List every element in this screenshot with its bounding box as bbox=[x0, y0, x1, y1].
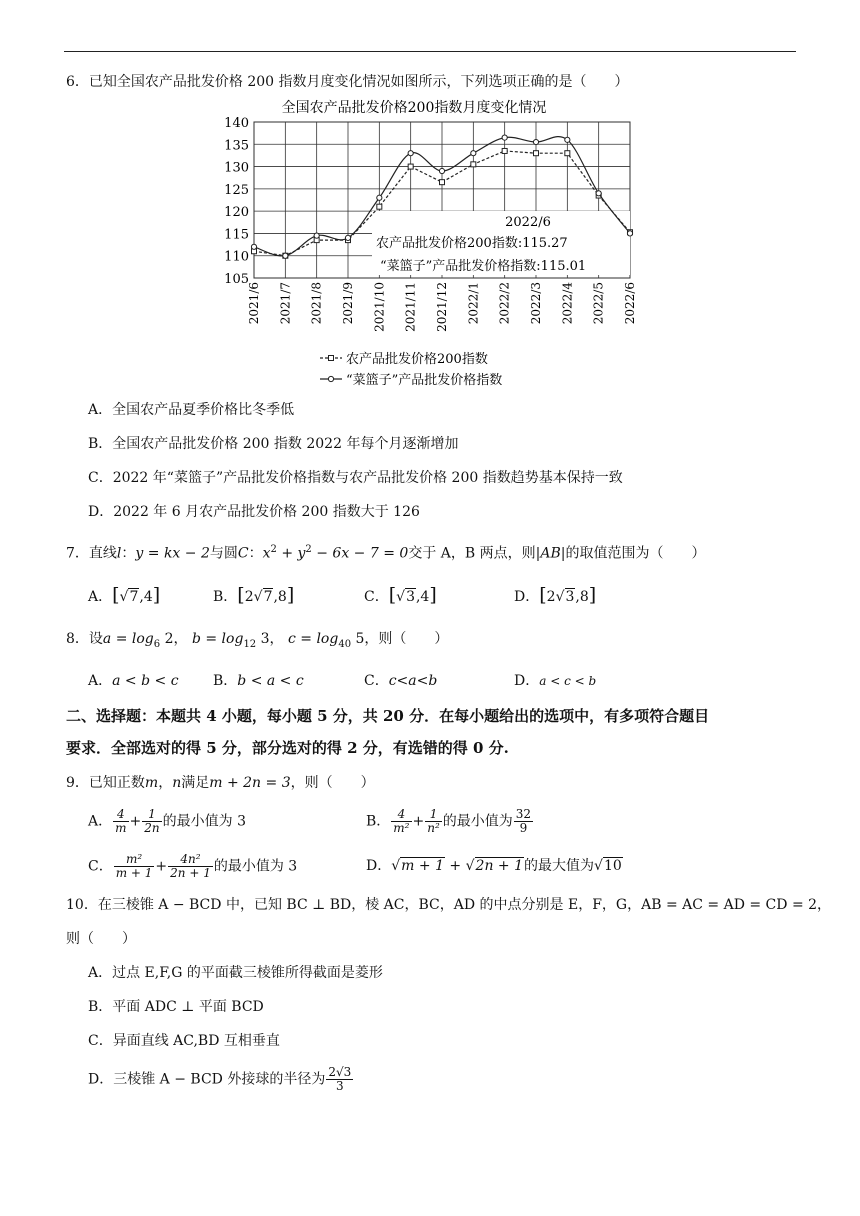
q9-option-a: A． $\frac{4}{m}$ + $\frac{1}{2n}$ 的最小值为 3 bbox=[88, 807, 246, 835]
point-circle bbox=[502, 135, 507, 140]
x-tick-label: 2021/9 bbox=[341, 282, 355, 325]
q9-option-c: C． $\frac{\text{m²}}{m + 1}$ + $\frac{\text{4n²}}{2n + 1}$ 的最小值为 3 bbox=[88, 852, 298, 880]
annotation-basket-index: “菜篮子”产品批发价格指数:115.01 bbox=[380, 259, 587, 274]
y-tick-label: 125 bbox=[224, 182, 249, 198]
x-tick-label: 2022/4 bbox=[560, 282, 575, 325]
q6-option-b: B．全国农产品批发价格 200 指数 2022 年每个月逐渐增加 bbox=[88, 436, 459, 452]
q9-option-b: B． $\frac{4}{\text{m²}}$ + $\frac{1}{\text{n²}}$ 的最小值为 $\frac{32}{9}$ bbox=[366, 807, 532, 835]
q7-option-b: B．[2√7,8] bbox=[213, 584, 295, 606]
y-tick-label: 105 bbox=[224, 272, 249, 287]
x-tick-label: 2021/6 bbox=[247, 282, 261, 325]
q7-circle-y: + y bbox=[276, 545, 306, 562]
q7-num: 7．直线 bbox=[66, 545, 117, 562]
q6-option-c: C．2022 年“菜篮子”产品批发价格指数与农产品批发价格 200 指数趋势基本保持一致 bbox=[88, 470, 623, 486]
legend-marker-circle bbox=[328, 376, 333, 381]
x-tick-label: 2021/7 bbox=[278, 282, 293, 325]
x-tick-label: 2022/3 bbox=[529, 282, 543, 325]
x-tick-label: 2021/11 bbox=[403, 282, 418, 332]
point-square bbox=[377, 204, 382, 209]
point-circle bbox=[627, 231, 632, 236]
annotation-index-200: 农产品批发价格200指数:115.27 bbox=[376, 236, 568, 251]
y-tick-label: 110 bbox=[224, 249, 249, 265]
point-circle bbox=[314, 233, 319, 238]
q10-line1: 10．在三棱锥 A − BCD 中，已知 BC ⊥ BD，棱 AC，BC，AD 的中点分别是 E，F，G，AB = AC = AD = CD = 2， bbox=[66, 897, 832, 913]
section2-line1: 二、选择题：本题共 4 小题，每小题 5 分，共 20 分．在每小题给出的选项中，有多项符合题目 bbox=[66, 707, 710, 725]
q7-ab: |AB| bbox=[535, 545, 566, 562]
q8-stem: 8．设$a = \log_6 2$， $b = \log_{12} 3$， $c = \log_{40} 5$，则（ ） bbox=[66, 631, 449, 650]
price-index-chart bbox=[214, 97, 654, 397]
q10-option-a: A．过点 E,F,G 的平面截三棱锥所得截面是菱形 bbox=[88, 965, 383, 981]
point-circle bbox=[596, 191, 601, 196]
y-tick-label: 135 bbox=[224, 138, 249, 154]
q7-tail: 的取值范围为（ ） bbox=[565, 545, 706, 562]
q9-option-d: D．√m + 1 + √2n + 1的最大值为√10 bbox=[366, 858, 622, 874]
q10-line2: 则（ ） bbox=[66, 931, 136, 947]
q9-stem: 9．已知正数m，n满足m + 2n = 3，则（ ） bbox=[66, 775, 375, 791]
q7-circle-rest: − 6x − 7 = 0 bbox=[311, 545, 409, 562]
q6-option-d: D．2022 年 6 月农产品批发价格 200 指数大于 126 bbox=[88, 504, 420, 520]
q7-option-c: C．[√3,4] bbox=[364, 584, 437, 606]
q7-line-eq: y = kx − 2 bbox=[135, 545, 210, 562]
q7-colon-2: ： bbox=[248, 545, 263, 562]
point-square bbox=[534, 151, 539, 156]
q10-option-c: C．异面直线 AC,BD 互相垂直 bbox=[88, 1033, 280, 1049]
q6-stem: 6．已知全国农产品批发价格 200 指数月度变化情况如图所示，下列选项正确的是（ ） bbox=[66, 74, 629, 90]
q7-stem bbox=[66, 540, 705, 564]
point-circle bbox=[471, 151, 476, 156]
q8-option-a: A．a < b < c bbox=[88, 673, 179, 689]
q7-circle-x: x bbox=[262, 545, 271, 562]
chart-x-ticks bbox=[247, 282, 637, 332]
q7-option-a: A．[√7,4] bbox=[88, 584, 161, 606]
annotation-date: 2022/6 bbox=[505, 215, 551, 230]
q10-option-d: D．三棱锥 A − BCD 外接球的半径为 $\frac{2√3}{3}$ bbox=[88, 1065, 352, 1093]
point-square bbox=[408, 164, 413, 169]
point-circle bbox=[283, 253, 288, 258]
header-rule bbox=[64, 51, 796, 52]
chart-legend bbox=[320, 351, 502, 388]
point-circle bbox=[251, 244, 256, 249]
chart-annotation bbox=[372, 211, 630, 275]
q8-option-b: B．b < a < c bbox=[213, 673, 304, 689]
x-tick-label: 2022/2 bbox=[497, 282, 512, 325]
x-tick-label: 2022/6 bbox=[623, 282, 637, 325]
point-circle bbox=[408, 151, 413, 156]
y-tick-label: 140 bbox=[224, 116, 249, 131]
q7-circle-c: C bbox=[237, 545, 249, 562]
q7-colon: ： bbox=[121, 545, 136, 562]
q7-option-d: D．[2√3,8] bbox=[514, 584, 597, 606]
y-tick-label: 120 bbox=[224, 205, 249, 221]
x-tick-label: 2021/12 bbox=[435, 282, 449, 332]
point-circle bbox=[439, 168, 444, 173]
x-tick-label: 2021/10 bbox=[372, 282, 387, 332]
q7-line-l: l bbox=[116, 545, 122, 562]
q7-sq-1: 2 bbox=[270, 544, 277, 555]
point-circle bbox=[565, 137, 570, 142]
point-square bbox=[440, 180, 445, 185]
chart-y-ticks bbox=[224, 116, 249, 287]
q8-option-d: D．a < c < b bbox=[514, 673, 597, 689]
q8-option-c: C．c<a<b bbox=[364, 673, 438, 689]
y-tick-label: 115 bbox=[224, 227, 249, 243]
x-tick-label: 2022/5 bbox=[591, 282, 606, 325]
q10-option-b: B．平面 ADC ⊥ 平面 BCD bbox=[88, 999, 264, 1015]
q7-sq-2: 2 bbox=[305, 544, 312, 555]
q7-rest: 交于 A，B 两点，则 bbox=[408, 545, 536, 562]
legend-label-0: 农产品批发价格200指数 bbox=[346, 352, 488, 367]
y-tick-label: 130 bbox=[224, 160, 249, 176]
point-square bbox=[471, 162, 476, 167]
point-circle bbox=[377, 195, 382, 200]
q6-option-a: A．全国农产品夏季价格比冬季低 bbox=[88, 402, 295, 418]
legend-label-1: “菜篮子”产品批发价格指数 bbox=[346, 373, 503, 388]
chart-title: 全国农产品批发价格200指数月度变化情况 bbox=[281, 100, 547, 116]
x-tick-label: 2022/1 bbox=[466, 282, 481, 325]
point-circle bbox=[345, 235, 350, 240]
legend-marker-square bbox=[329, 356, 334, 361]
x-tick-label: 2021/8 bbox=[309, 282, 324, 325]
section2-line2: 要求．全部选对的得 5 分，部分选对的得 2 分，有选错的得 0 分. bbox=[66, 739, 509, 757]
point-square bbox=[502, 148, 507, 153]
point-circle bbox=[533, 139, 538, 144]
q7-with: 与圆 bbox=[209, 545, 238, 562]
point-square bbox=[565, 151, 570, 156]
